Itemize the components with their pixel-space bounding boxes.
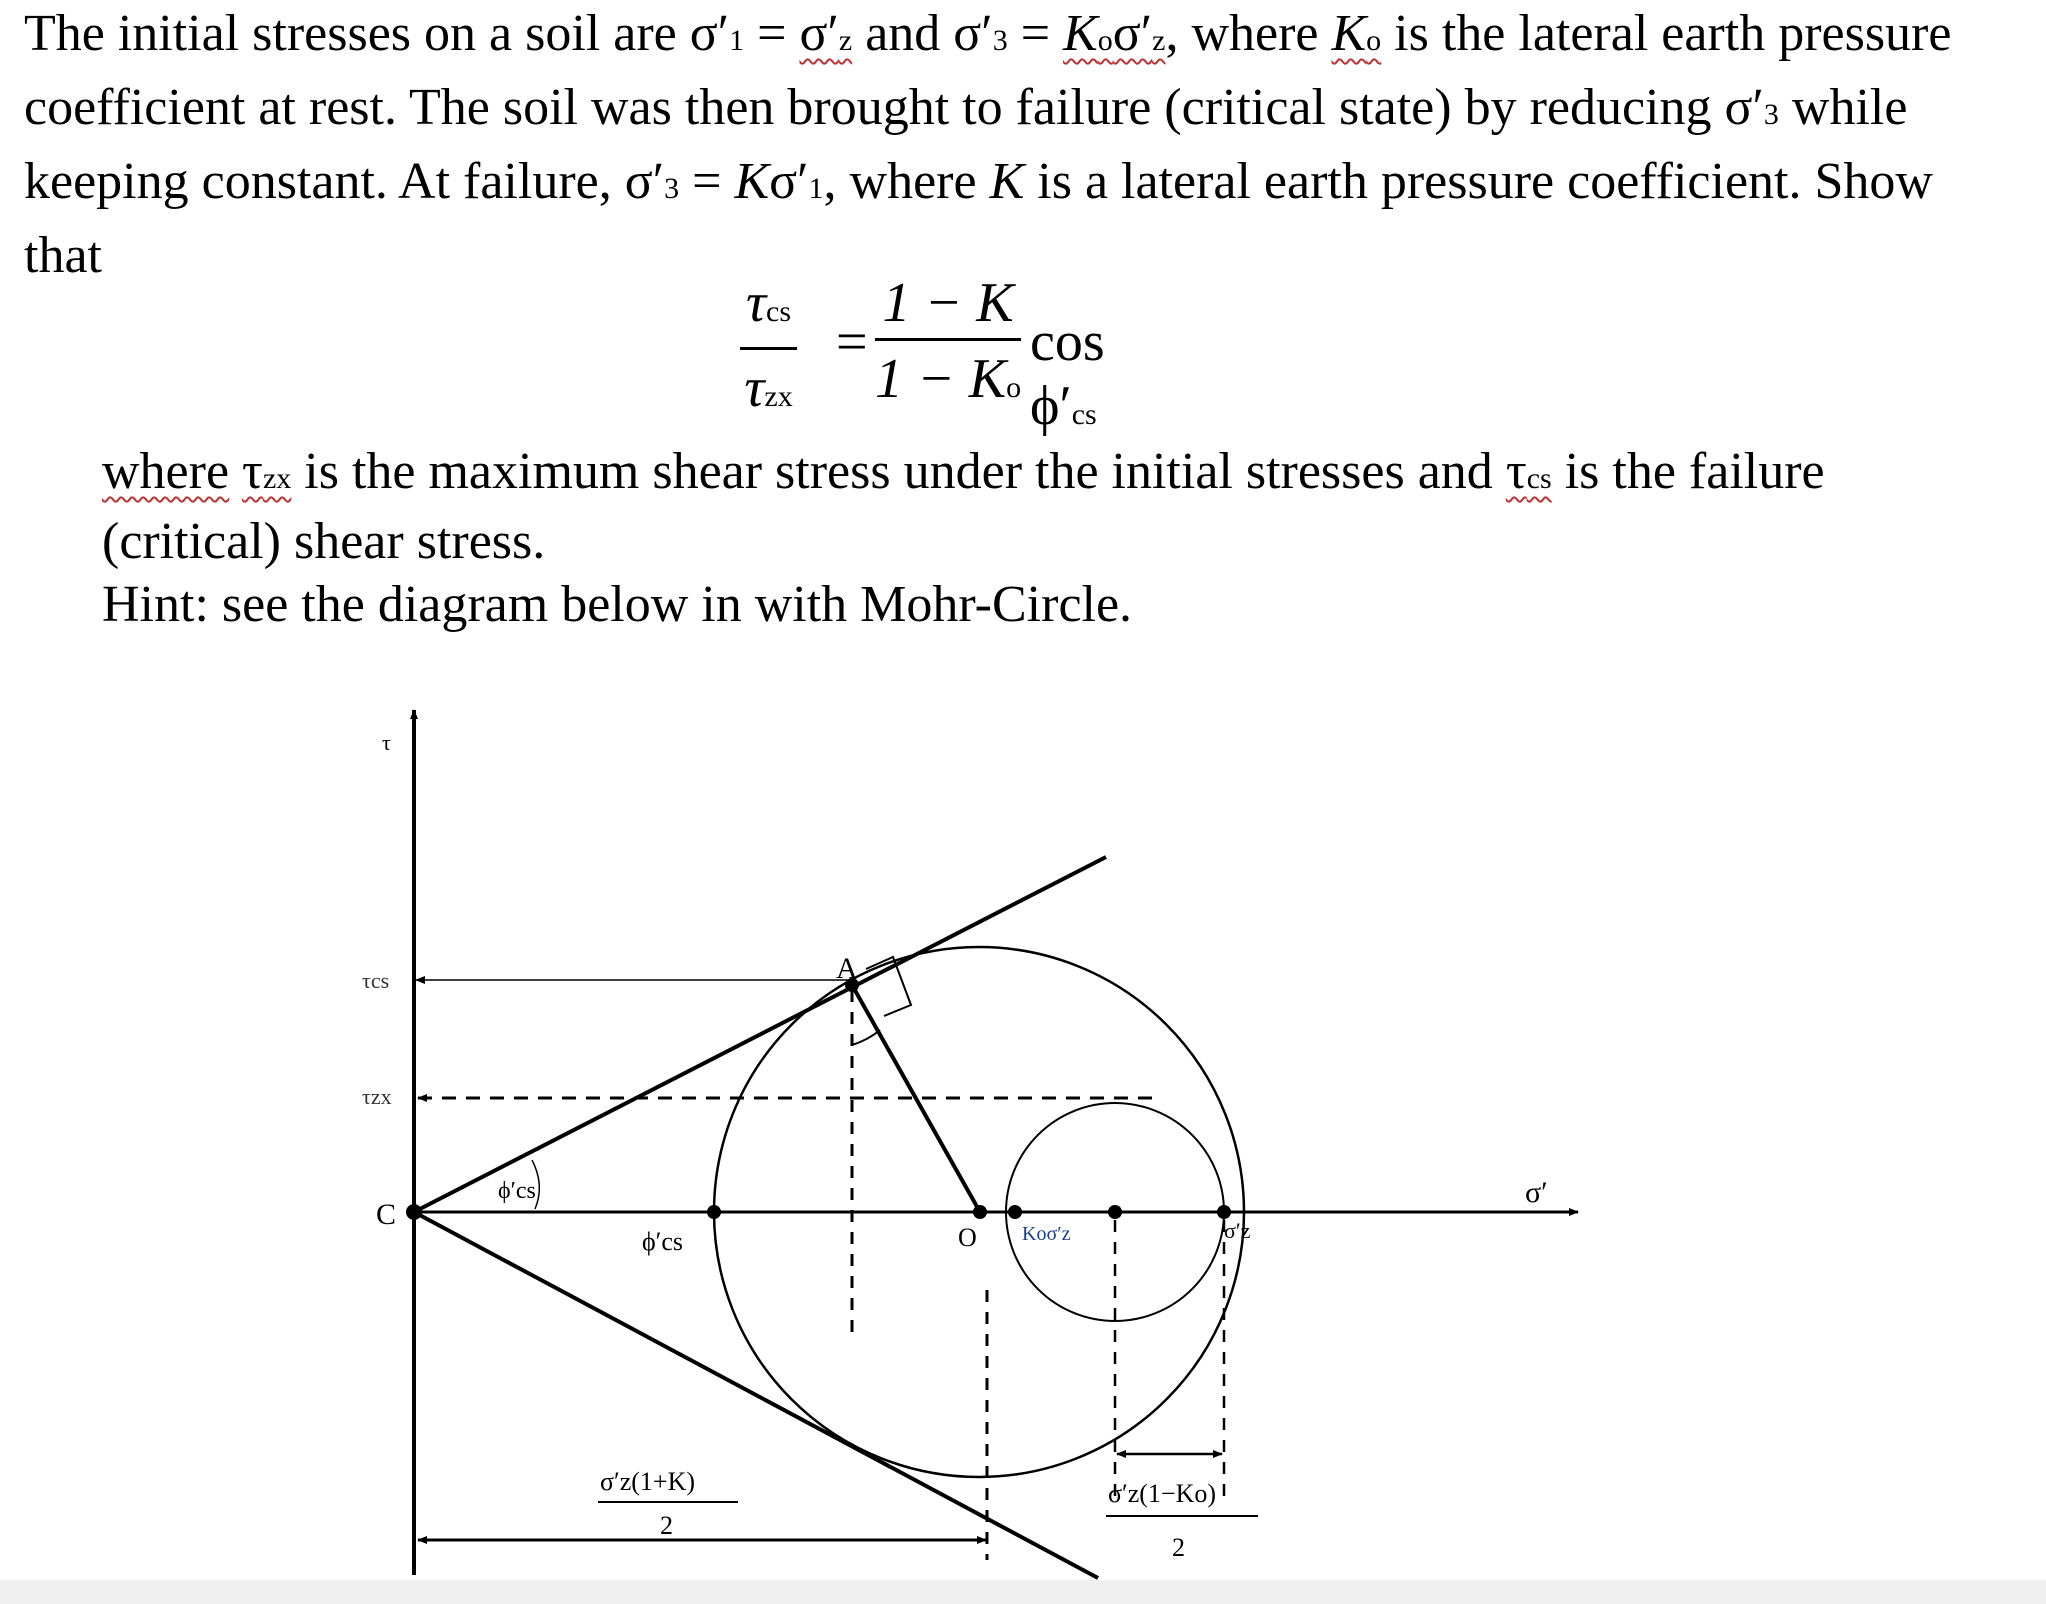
ko-sigma-label: Koσ′z <box>1022 1223 1071 1245</box>
sigma-z-term: σ′z <box>799 5 853 62</box>
dim-right-numerator: σ′z(1−Ko) <box>1108 1479 1216 1508</box>
ko-term: Ko <box>1331 5 1382 62</box>
ko-sigma-z-term: Koσ′z <box>1063 5 1166 62</box>
origin-label: C <box>376 1198 397 1231</box>
tau-zx-label: τzx <box>362 1084 392 1109</box>
dim-left-numerator: σ′z(1+K) <box>600 1467 695 1496</box>
point-o <box>973 1205 987 1219</box>
cos-term: cos ϕ′cs <box>1030 311 1105 437</box>
dim-right-denominator: 2 <box>1172 1533 1185 1562</box>
right-angle-mark <box>866 957 911 1016</box>
tau-zx-term: τzx <box>242 443 292 500</box>
rhs-fraction: $\frac{1 - K}{1 - Ko}$ <box>875 268 1021 426</box>
phi-lower-label: ϕ′cs <box>642 1227 684 1256</box>
point-initial-center <box>1108 1205 1122 1219</box>
center-o-label: O <box>958 1223 977 1252</box>
hint-line: Hint: see the diagram below in with Mohr-Circle. <box>102 576 1133 633</box>
angle-arc-at-a <box>852 1030 880 1045</box>
tau-cs-label: τcs <box>362 968 390 993</box>
sigma-axis-label: σ′ <box>1525 1176 1548 1209</box>
point-ko-sigma <box>1008 1205 1022 1219</box>
lhs-fraction: τcs τzx <box>740 268 797 435</box>
equals-sign: = <box>836 311 868 373</box>
tau-axis-label: τ <box>382 730 391 755</box>
phi-upper-label: ϕ′cs <box>498 1178 536 1204</box>
dim-left-denominator: 2 <box>660 1511 673 1540</box>
point-circle-left <box>707 1205 721 1219</box>
tau-cs-term: τcs <box>1505 443 1552 500</box>
problem-paragraph: The initial stresses on a soil are σ′1 = σ′z and σ′3 = Koσ′z, where Ko is the lateral earth pressure coefficient at rest. The soil was then brought to failure (critical state) by reducing σ′3 while keeping constant. At failure, σ′3 = Kσ′1, where K is a lateral earth pressure coefficient. Show that <box>24 5 1952 284</box>
bottom-strip <box>0 1580 2046 1604</box>
point-c <box>406 1204 422 1220</box>
definition-paragraph: where τzx is the maximum shear stress under the initial stresses and τcs is the failure (critical) shear stress. <box>102 443 1825 570</box>
point-sigma-z <box>1217 1205 1231 1219</box>
lower-failure-envelope <box>414 1212 1098 1578</box>
radius-a-to-o <box>852 985 980 1212</box>
point-a-label: A <box>836 952 858 985</box>
sigma-z-label: σ′z <box>1224 1218 1251 1243</box>
upper-failure-envelope <box>414 857 1106 1212</box>
